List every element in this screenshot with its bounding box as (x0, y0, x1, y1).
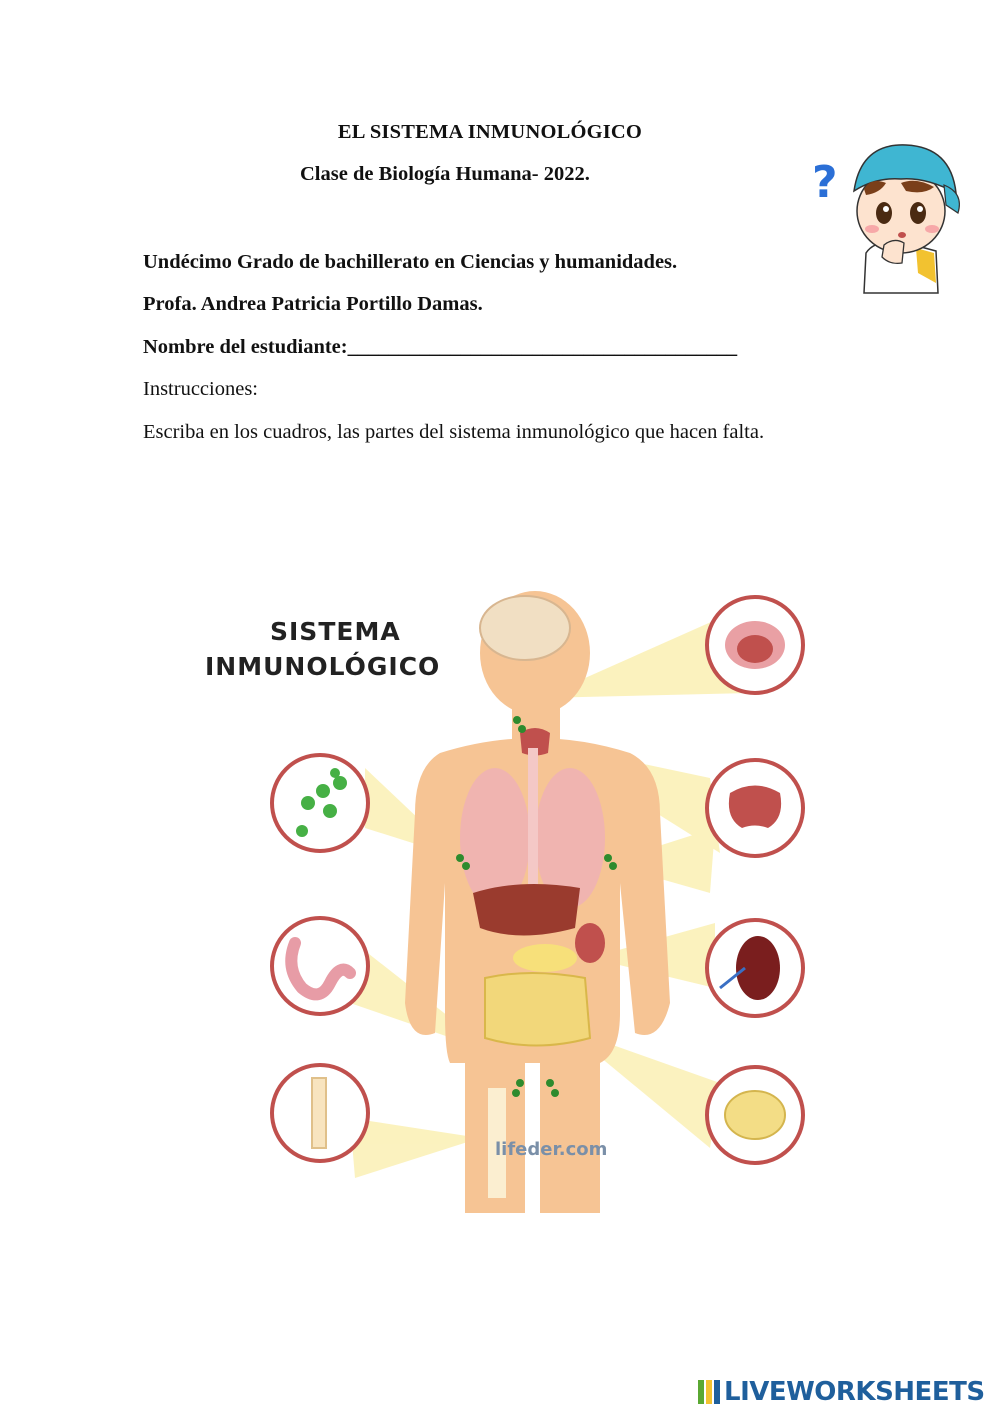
trachea-icon (528, 748, 538, 898)
immune-system-diagram (190, 583, 820, 1213)
circle-thyroid[interactable] (707, 760, 803, 856)
circle-appendix[interactable] (707, 1067, 803, 1163)
intestine-icon (485, 973, 590, 1046)
liver-icon (473, 884, 580, 936)
spleen-icon (575, 923, 605, 963)
instructions-label: Instrucciones: (143, 378, 258, 400)
thinking-boy-illustration (806, 133, 966, 298)
brain-icon (480, 596, 570, 660)
diagram-title-line1: SISTEMA (270, 617, 401, 646)
grade-line: Undécimo Grado de bachillerato en Ciencias y humanidades. (143, 251, 678, 273)
teacher-line: Profa. Andrea Patricia Portillo Damas. (143, 293, 483, 315)
liveworksheets-logo-icon (698, 1378, 722, 1406)
liveworksheets-brand-text: LIVEWORKSHEETS (724, 1377, 985, 1407)
circle-lymph-nodes[interactable] (272, 755, 368, 851)
diagram-title-line2: INMUNOLÓGICO (205, 652, 441, 681)
circle-bone-marrow[interactable] (272, 1065, 368, 1161)
pancreas-icon (513, 944, 577, 972)
question-mark-icon: ? (812, 157, 838, 208)
circle-intestine[interactable] (272, 918, 368, 1014)
circle-tonsils[interactable] (707, 597, 803, 693)
circle-spleen[interactable] (707, 920, 803, 1016)
student-name-field[interactable]: Nombre del estudiante:______________________________________ (143, 336, 738, 358)
image-credit: lifeder.com (495, 1139, 608, 1160)
instructions-text: Escriba en los cuadros, las partes del sistema inmunológico que hacen falta. (143, 421, 765, 443)
worksheet-title: EL SISTEMA INMUNOLÓGICO (337, 121, 643, 143)
liveworksheets-logo (698, 1378, 998, 1408)
class-subtitle: Clase de Biología Humana- 2022. (300, 163, 590, 185)
